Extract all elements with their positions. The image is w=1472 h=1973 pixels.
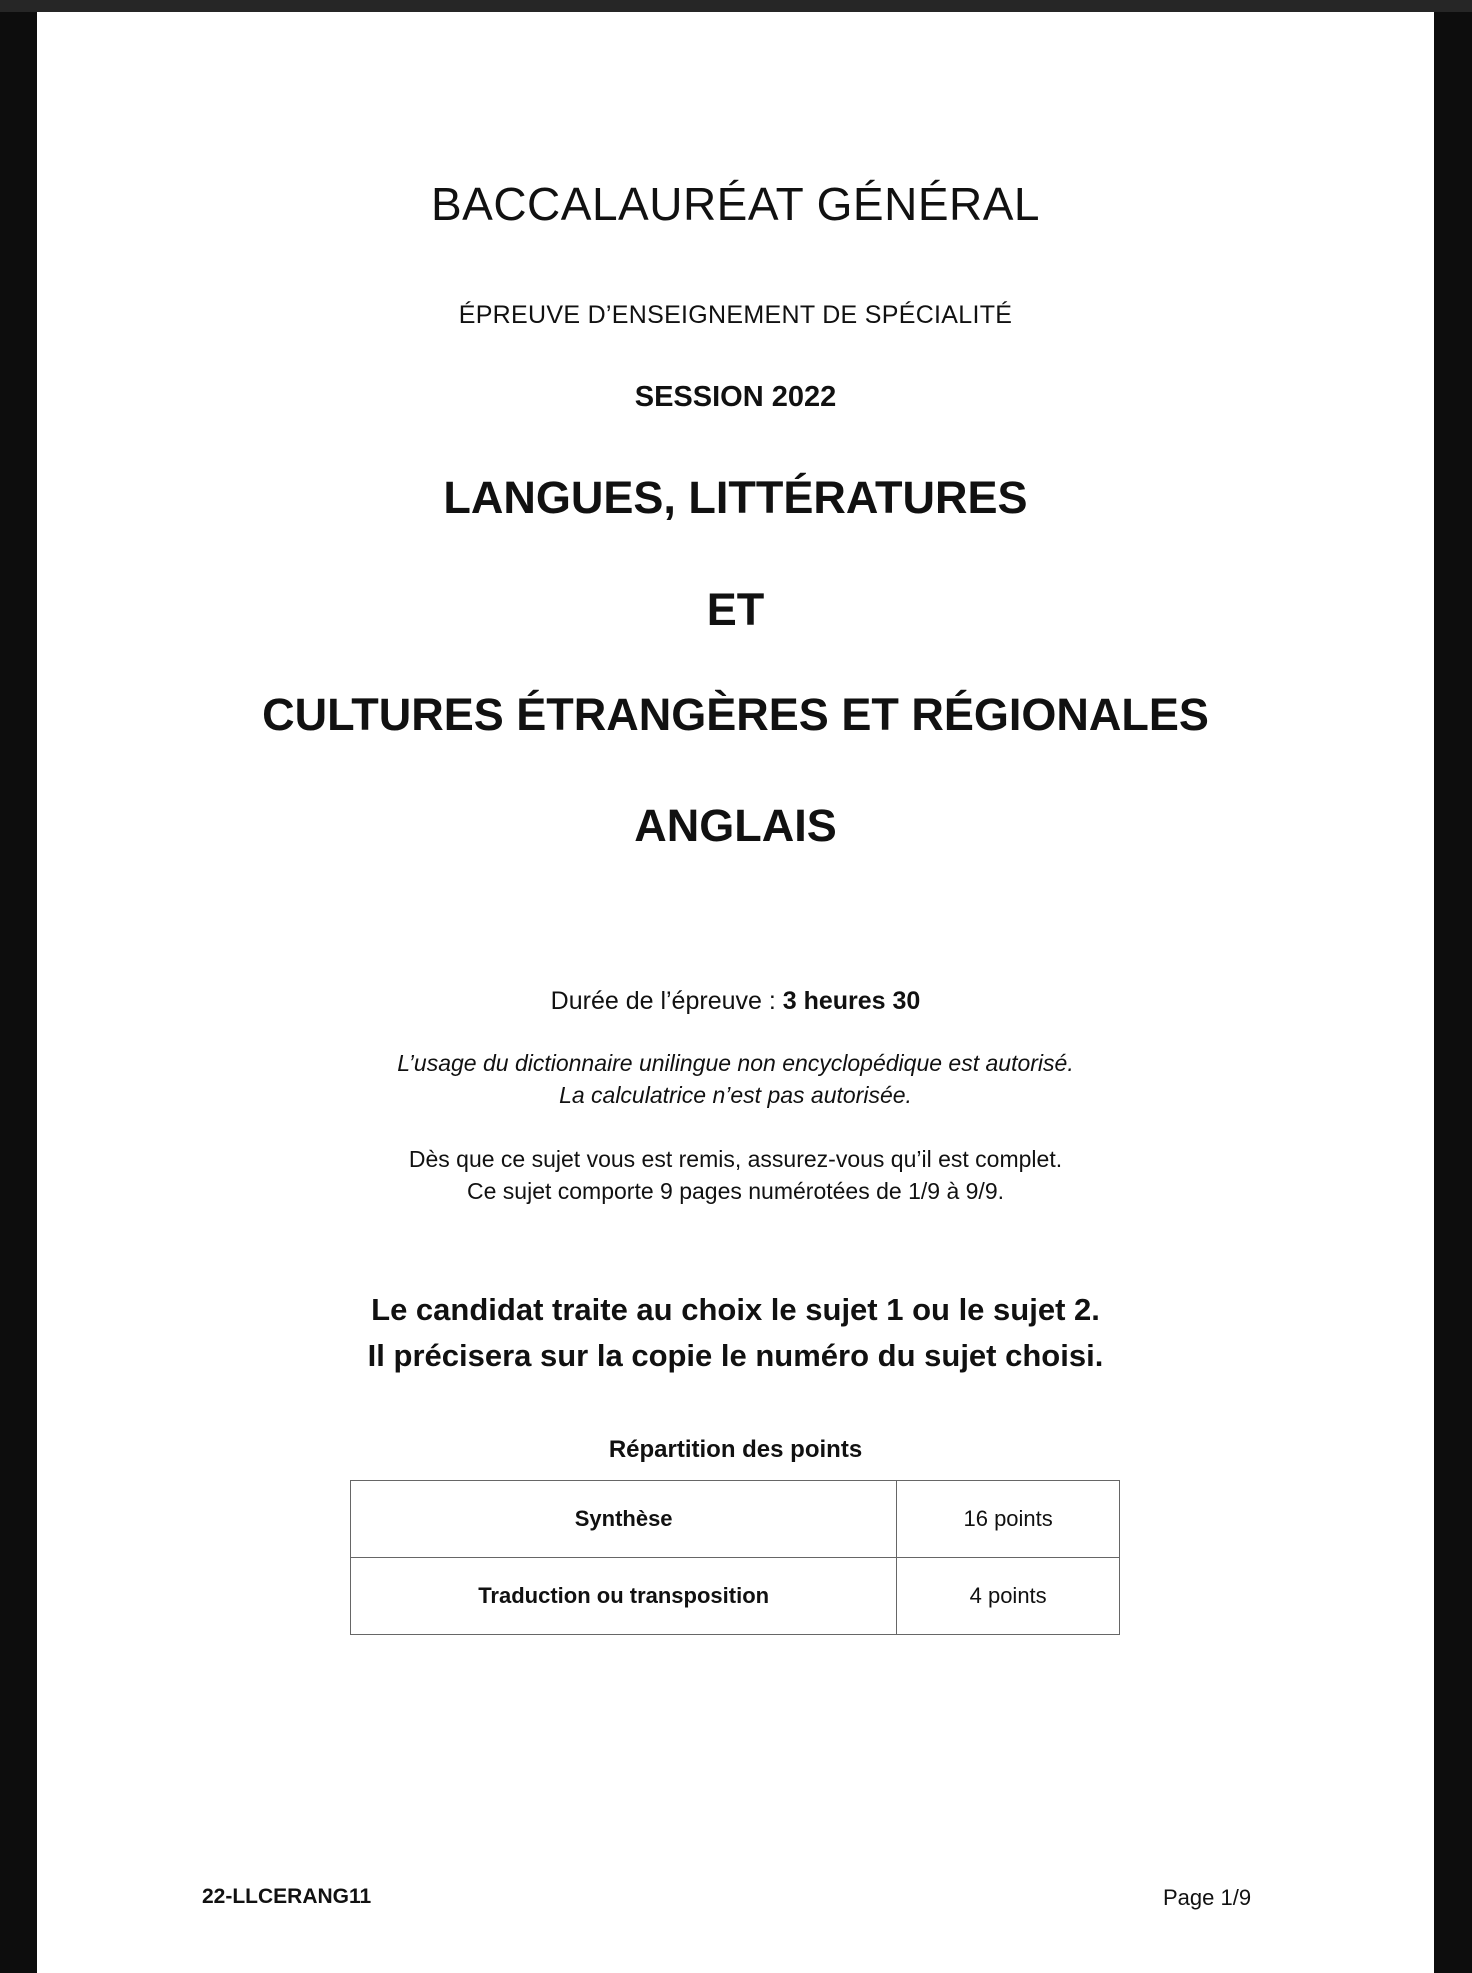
dictionary-note: L’usage du dictionnaire unilingue non encyclopédique est autorisé. <box>397 1050 1074 1076</box>
completeness-note: Dès que ce sujet vous est remis, assurez-vous qu’il est complet. <box>408 1146 1063 1172</box>
points-row-value: 16 points <box>897 1481 1120 1558</box>
exam-duration <box>37 987 1434 1016</box>
session-label: SESSION 2022 <box>634 381 837 413</box>
calculator-note: La calculatrice n’est pas autorisée. <box>559 1082 912 1108</box>
points-row-label: Synthèse <box>351 1481 897 1558</box>
window-top-bar <box>0 0 1472 12</box>
table-row <box>351 1558 1120 1635</box>
choice-instruction-copy: Il précisera sur la copie le numéro du sujet choisi. <box>367 1338 1104 1373</box>
document-page <box>37 12 1434 1973</box>
page-count-note: Ce sujet comporte 9 pages numérotées de 1/9 à 9/9. <box>467 1178 1004 1204</box>
exam-subtitle: ÉPREUVE D’ENSEIGNEMENT DE SPÉCIALITÉ <box>458 301 1013 329</box>
points-row-label: Traduction ou transposition <box>351 1558 897 1635</box>
subject-line-3: CULTURES ÉTRANGÈRES ET RÉGIONALES <box>262 689 1209 740</box>
subject-language: ANGLAIS <box>634 800 837 851</box>
table-row <box>351 1481 1120 1558</box>
subject-code: 22-LLCERANG11 <box>202 1885 372 1908</box>
subject-line-2: ET <box>706 584 765 635</box>
page-number: Page 1/9 <box>1163 1885 1252 1910</box>
subject-line-1: LANGUES, LITTÉRATURES <box>443 472 1028 523</box>
points-row-value: 4 points <box>897 1558 1120 1635</box>
points-table <box>350 1480 1120 1635</box>
choice-instruction: Le candidat traite au choix le sujet 1 ou le sujet 2. <box>371 1292 1100 1327</box>
points-table-title: Répartition des points <box>608 1436 863 1463</box>
exam-title: BACCALAURÉAT GÉNÉRAL <box>430 178 1041 230</box>
duration-label: Durée de l’épreuve : <box>550 987 783 1015</box>
duration-value: 3 heures 30 <box>782 987 921 1015</box>
